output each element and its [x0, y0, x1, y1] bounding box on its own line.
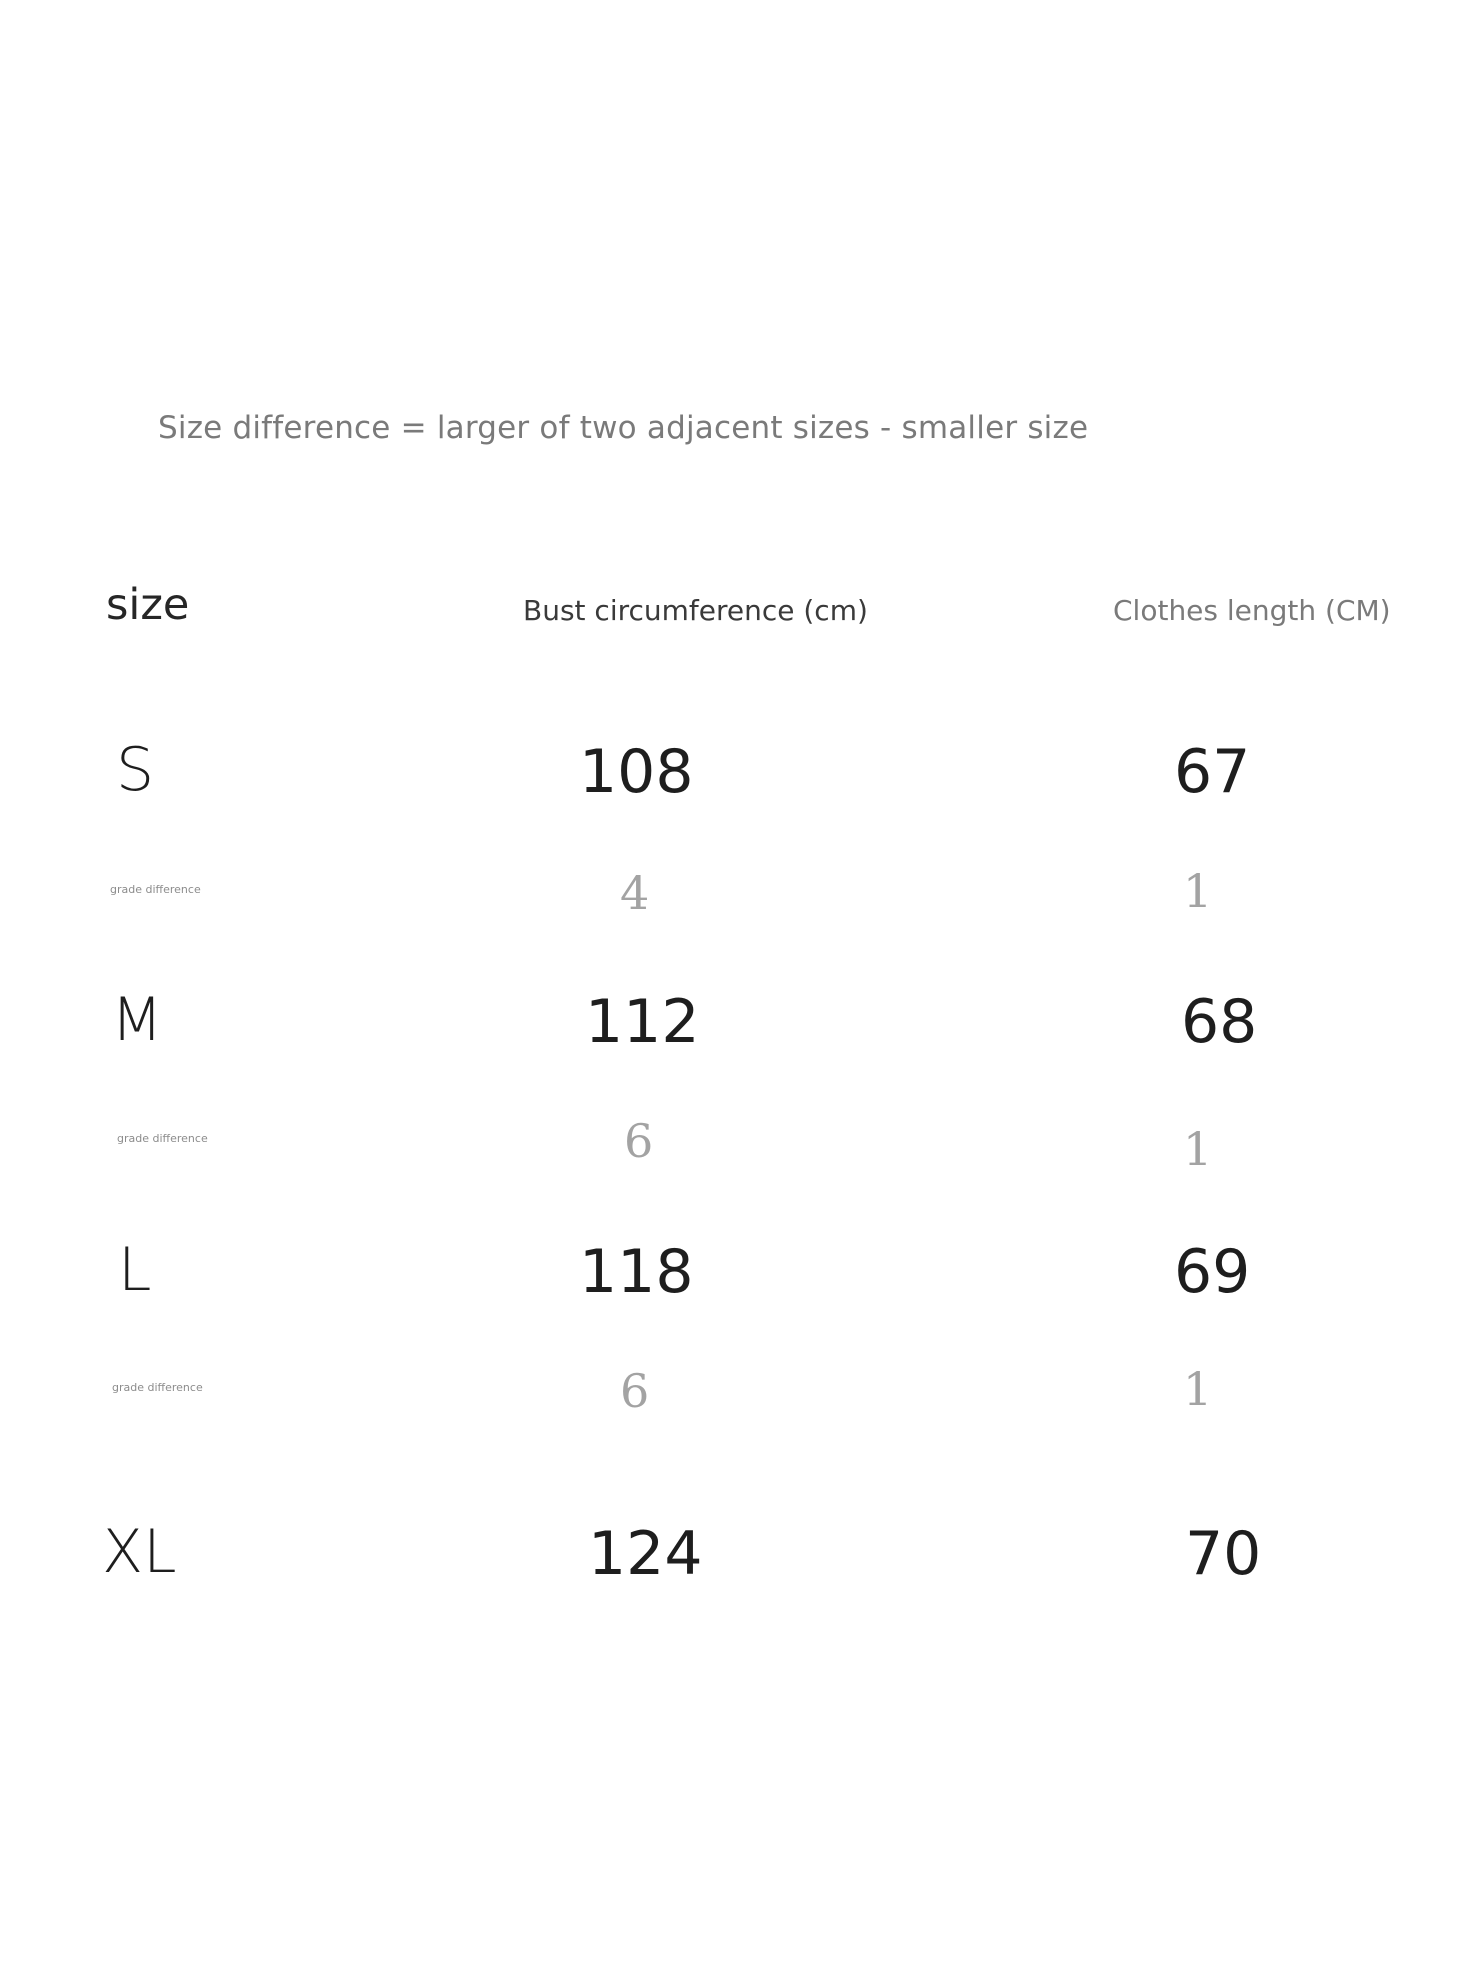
size-label-s: S: [116, 735, 155, 805]
bust-value-m: 112: [585, 987, 700, 1057]
bust-value-xl: 124: [588, 1519, 703, 1589]
header-bust-circumference: Bust circumference (cm): [523, 594, 868, 627]
length-value-l: 69: [1174, 1237, 1251, 1307]
length-grade-2: 1: [1183, 1122, 1213, 1176]
grade-difference-label: grade difference: [112, 1381, 203, 1394]
header-size: size: [106, 580, 190, 630]
bust-grade-2: 6: [624, 1114, 654, 1168]
bust-grade-3: 6: [620, 1364, 650, 1418]
length-grade-1: 1: [1183, 864, 1213, 918]
header-clothes-length: Clothes length (CM): [1113, 594, 1391, 627]
bust-grade-1: 4: [620, 866, 650, 920]
size-difference-note: Size difference = larger of two adjacent sizes - smaller size: [158, 410, 1089, 446]
size-label-l: L: [118, 1235, 152, 1305]
length-value-s: 67: [1174, 737, 1251, 807]
size-label-xl: XL: [102, 1517, 177, 1587]
grade-difference-label: grade difference: [110, 883, 201, 896]
grade-difference-label: grade difference: [117, 1132, 208, 1145]
size-label-m: M: [111, 985, 163, 1055]
length-value-xl: 70: [1185, 1519, 1262, 1589]
bust-value-s: 108: [579, 737, 694, 807]
length-grade-3: 1: [1183, 1362, 1213, 1416]
bust-value-l: 118: [579, 1237, 694, 1307]
length-value-m: 68: [1181, 987, 1258, 1057]
